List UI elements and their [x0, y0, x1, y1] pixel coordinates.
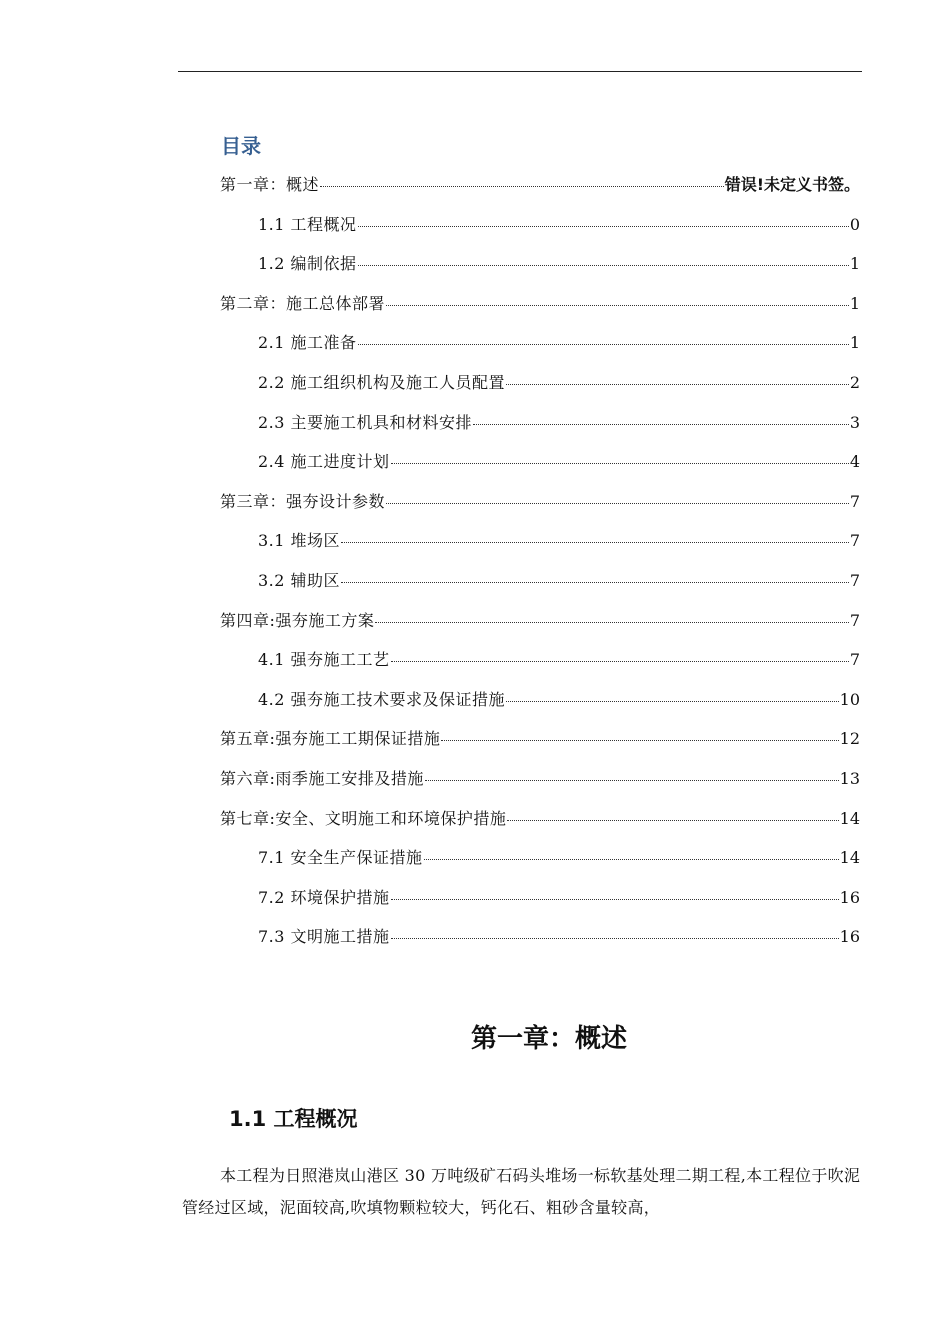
- toc-entry[interactable]: [220, 370, 860, 410]
- toc-entry-page: 16: [839, 927, 860, 947]
- toc-entry-text: 7.2 环境保护措施: [258, 887, 390, 907]
- toc-entry[interactable]: [220, 924, 860, 964]
- toc-entry[interactable]: [220, 726, 860, 766]
- header-rule: [178, 71, 862, 72]
- toc-entry[interactable]: [220, 647, 860, 687]
- toc-entry-page: 4: [849, 452, 860, 472]
- toc-entry-text: 3.2 辅助区: [258, 570, 341, 590]
- toc-entry-text: 第一章：概述: [220, 175, 320, 194]
- toc-entry-page: 错误!未定义书签。: [724, 175, 860, 194]
- toc-leader-dots: [506, 384, 849, 385]
- toc-entry-text: 1.2 编制依据: [258, 254, 357, 274]
- toc-entry[interactable]: [220, 766, 860, 806]
- toc-leader-dots: [425, 780, 839, 781]
- toc-entry-text: 7.3 文明施工措施: [258, 927, 390, 947]
- toc-entry-page: 1: [849, 333, 860, 353]
- toc-entry[interactable]: [220, 449, 860, 489]
- toc-entry-text: 3.1 堆场区: [258, 531, 341, 551]
- toc-leader-dots: [441, 740, 838, 741]
- toc-leader-dots: [341, 542, 849, 543]
- toc-entry[interactable]: [220, 410, 860, 450]
- toc-leader-dots: [507, 820, 838, 821]
- toc-entry[interactable]: [220, 489, 860, 529]
- toc-entry-page: 10: [839, 689, 860, 709]
- toc-entry[interactable]: [220, 291, 860, 331]
- toc-entry[interactable]: [220, 885, 860, 925]
- toc-entry-page: 1: [849, 254, 860, 274]
- toc-leader-dots: [320, 186, 724, 187]
- toc-entry[interactable]: [220, 212, 860, 252]
- section-heading: 1.1 工程概况: [229, 1107, 358, 1131]
- toc-leader-dots: [341, 582, 849, 583]
- toc-entry[interactable]: [220, 806, 860, 846]
- toc-leader-dots: [391, 463, 849, 464]
- toc-entry-text: 2.1 施工准备: [258, 333, 357, 353]
- toc-entry-text: 2.3 主要施工机具和材料安排: [258, 412, 473, 432]
- toc-entry-page: 7: [849, 531, 860, 551]
- toc-entry-page: 13: [839, 768, 860, 788]
- toc-leader-dots: [386, 305, 849, 306]
- toc-leader-dots: [375, 622, 848, 623]
- toc-entry-page: 14: [839, 808, 860, 828]
- body-paragraph: 本工程为日照港岚山港区 30 万吨级矿石码头堆场一标软基处理二期工程,本工程位于吹泥管经过区域，泥面较高,吹填物颗粒较大，钙化石、粗砂含量较高，: [182, 1166, 861, 1217]
- toc-entry[interactable]: [220, 687, 860, 727]
- toc-entry-page: 14: [839, 848, 860, 868]
- toc-leader-dots: [386, 503, 849, 504]
- toc-entry[interactable]: [220, 568, 860, 608]
- toc-entry[interactable]: [220, 608, 860, 648]
- toc-entry[interactable]: [220, 845, 860, 885]
- toc-entry-text: 4.2 强夯施工技术要求及保证措施: [258, 689, 506, 709]
- toc-entry[interactable]: [220, 172, 860, 212]
- toc-leader-dots: [358, 226, 849, 227]
- toc-entry-text: 2.2 施工组织机构及施工人员配置: [258, 372, 506, 392]
- toc-entry-page: 7: [849, 610, 860, 630]
- toc-entry-page: 2: [849, 372, 860, 392]
- toc-entry-text: 第六章:雨季施工安排及措施: [220, 768, 424, 788]
- table-of-contents: [220, 172, 860, 964]
- toc-entry-text: 第二章：施工总体部署: [220, 293, 386, 313]
- toc-entry-page: 0: [849, 214, 860, 234]
- toc-entry-text: 7.1 安全生产保证措施: [258, 848, 423, 868]
- toc-entry-page: 7: [849, 650, 860, 670]
- toc-entry-page: 7: [849, 491, 860, 511]
- toc-leader-dots: [473, 424, 849, 425]
- toc-leader-dots: [424, 859, 839, 860]
- toc-entry-text: 2.4 施工进度计划: [258, 452, 390, 472]
- toc-entry[interactable]: [220, 330, 860, 370]
- toc-leader-dots: [358, 265, 849, 266]
- toc-entry-text: 第三章：强夯设计参数: [220, 491, 386, 511]
- toc-entry-page: 7: [849, 570, 860, 590]
- toc-entry-text: 第四章:强夯施工方案: [220, 610, 375, 630]
- toc-entry-text: 第七章:安全、文明施工和环境保护措施: [220, 808, 507, 828]
- toc-entry-text: 1.1 工程概况: [258, 214, 357, 234]
- toc-entry[interactable]: [220, 251, 860, 291]
- toc-entry-text: 第五章:强夯施工工期保证措施: [220, 729, 441, 749]
- toc-entry-page: 3: [849, 412, 860, 432]
- chapter-heading: 第一章：概述: [470, 1024, 627, 1054]
- toc-entry-page: 16: [839, 887, 860, 907]
- toc-entry-page: 1: [849, 293, 860, 313]
- toc-leader-dots: [391, 899, 839, 900]
- toc-leader-dots: [391, 661, 849, 662]
- toc-entry-page: 12: [839, 729, 860, 749]
- toc-entry[interactable]: [220, 528, 860, 568]
- toc-leader-dots: [506, 701, 839, 702]
- toc-entry-text: 4.1 强夯施工工艺: [258, 650, 390, 670]
- toc-leader-dots: [391, 938, 839, 939]
- toc-leader-dots: [358, 344, 849, 345]
- toc-title: 目录: [221, 134, 261, 158]
